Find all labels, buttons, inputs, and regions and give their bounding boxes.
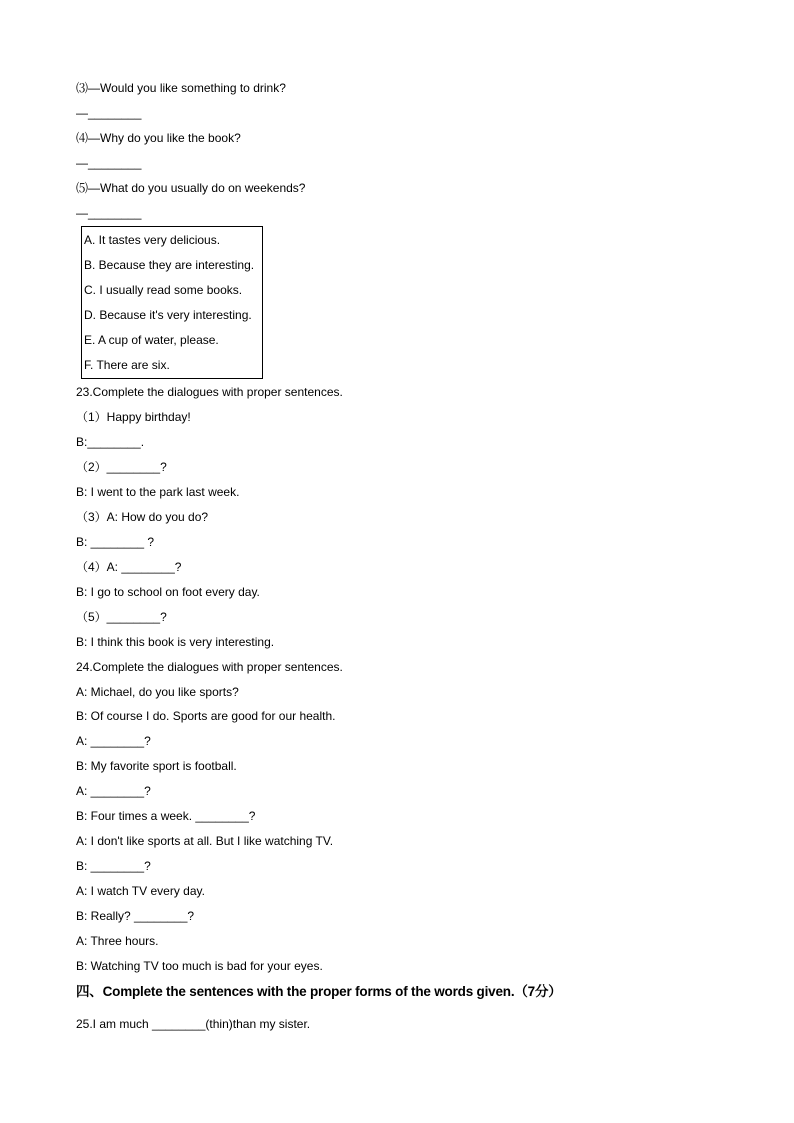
- option-a: A. It tastes very delicious.: [84, 233, 221, 247]
- q24-line: B: Four times a week. ________?: [76, 809, 256, 823]
- answer-blank: —________: [76, 206, 142, 220]
- q23-line: B: I go to school on foot every day.: [76, 585, 260, 599]
- q23-line: （5）________?: [76, 610, 167, 624]
- q24-line: A: Michael, do you like sports?: [76, 685, 239, 699]
- option-e: E. A cup of water, please.: [84, 333, 219, 347]
- q24-title: 24.Complete the dialogues with proper sentences.: [76, 660, 343, 674]
- q24-line: B: My favorite sport is football.: [76, 759, 237, 773]
- q23-line: B:________.: [76, 435, 145, 449]
- option-f: F. There are six.: [84, 358, 170, 372]
- q24-line: A: ________?: [76, 784, 151, 798]
- option-d: D. Because it's very interesting.: [84, 308, 252, 322]
- q23-line: （3）A: How do you do?: [76, 510, 209, 524]
- q24-line: B: Watching TV too much is bad for your eyes.: [76, 959, 323, 973]
- answer-blank: —________: [76, 106, 142, 120]
- q22-item-4: ⑷—Why do you like the book?: [76, 131, 241, 145]
- q24-line: B: ________?: [76, 859, 151, 873]
- option-c: C. I usually read some books.: [84, 283, 243, 297]
- q23-line: B: I went to the park last week.: [76, 485, 240, 499]
- q22-item-5: ⑸—What do you usually do on weekends?: [76, 181, 306, 195]
- q24-line: A: Three hours.: [76, 934, 159, 948]
- q24-line: B: Really? ________?: [76, 909, 195, 923]
- q23-line: B: I think this book is very interesting.: [76, 635, 275, 649]
- options-box: [81, 226, 263, 379]
- option-b: B. Because they are interesting.: [84, 258, 255, 272]
- q22-item-3: ⑶—Would you like something to drink?: [76, 81, 286, 95]
- q23-line: （4）A: ________?: [76, 560, 182, 574]
- answer-blank: —________: [76, 156, 142, 170]
- q24-line: A: ________?: [76, 734, 151, 748]
- q23-line: B: ________ ?: [76, 535, 155, 549]
- q24-line: B: Of course I do. Sports are good for our health.: [76, 709, 336, 723]
- section-4-heading: 四、Complete the sentences with the proper forms of the words given.（7分）: [76, 984, 562, 999]
- q23-title: 23.Complete the dialogues with proper sentences.: [76, 385, 343, 399]
- q24-line: A: I watch TV every day.: [76, 884, 205, 898]
- q23-line: （1）Happy birthday!: [76, 410, 191, 424]
- q24-line: A: I don't like sports at all. But I like watching TV.: [76, 834, 334, 848]
- q23-line: （2）________?: [76, 460, 167, 474]
- q25-line: 25.I am much ________(thin)than my sister.: [76, 1017, 311, 1031]
